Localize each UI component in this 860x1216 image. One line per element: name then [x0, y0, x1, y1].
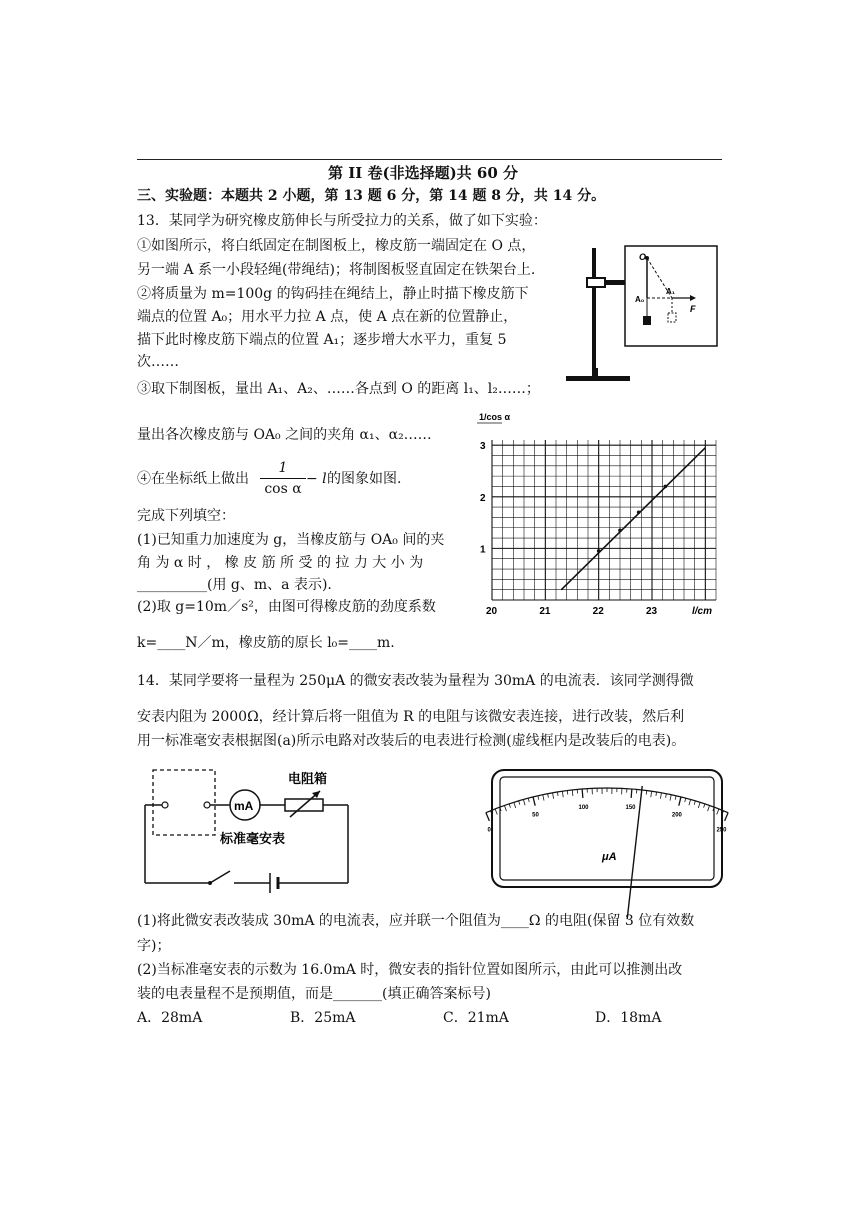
meter-scale-label: 250: [716, 827, 727, 834]
q13-line-10: ④在坐标纸上做出: [137, 471, 249, 487]
clamp: [587, 278, 605, 287]
fraction-suffix: − l: [306, 471, 327, 487]
option-a: A．28mA: [137, 1010, 203, 1026]
q14-line-2: 安表内阻为 2000Ω，经计算后将一阻值为 R 的电阻与该微安表连接，进行改装，然后利: [137, 709, 685, 725]
q13-line-15: __________(用 g、m、a 表示).: [137, 577, 332, 593]
q13-line-16: (2)取 g=10m／s²，由图可得橡皮筋的劲度系数: [137, 599, 436, 615]
q13-line-3: 另一端 A 系一小段轻绳(带绳结)；将制图板竖直固定在铁架台上.: [137, 262, 536, 278]
fraction-bar: [260, 478, 306, 479]
label-A1: A₁: [666, 287, 676, 296]
data-point: [618, 529, 622, 533]
top-rule: [137, 159, 722, 160]
standard-meter-label: 标准毫安表: [220, 831, 286, 846]
circuit-diagram: [140, 765, 355, 890]
meter-tick: [486, 813, 490, 821]
option-c: C．21mA: [443, 1010, 509, 1026]
data-point: [664, 485, 668, 489]
meter-tick: [567, 791, 568, 795]
q14-line-1: 14．某同学要将一量程为 250μA 的微安表改装为量程为 30mA 的电流表．该同学测得微: [137, 673, 694, 689]
section-title: 第 II 卷(非选择题)共 60 分: [328, 164, 518, 182]
q14-question-2a: (2)当标准毫安表的示数为 16.0mA 时，微安表的指针位置如图所示，由此可以推测出改: [137, 962, 683, 978]
q13-line-11: 的图象如图.: [327, 471, 402, 487]
meter-tick: [582, 789, 583, 798]
q13-line-4: ②将质量为 m=100g 的钩码挂在绳结上，静止时描下橡皮筋下: [137, 286, 529, 302]
milliammeter-label: mA: [234, 799, 254, 813]
q14-question-1a: (1)将此微安表改装成 30mA 的电流表，应并联一个阻值为____Ω 的电阻(保留 3 位有效数: [137, 913, 695, 929]
q13-line-13: (1)已知重力加速度为 g，当橡皮筋与 OA₀ 间的夹: [137, 532, 445, 548]
data-point: [597, 549, 601, 553]
q14-question-1b: 字)；: [137, 938, 171, 954]
option-d: D．18mA: [595, 1010, 662, 1026]
y-tick-label: 3: [480, 441, 486, 453]
terminal-left: [162, 802, 168, 808]
stand-rod: [592, 248, 596, 372]
label-A0: A₀: [635, 295, 645, 304]
graph-1-over-cos-vs-l: [470, 410, 720, 620]
meter-scale-label: 150: [625, 804, 636, 811]
q14-question-2b: 装的电表量程不是预期值，而是_______(填正确答案标号): [137, 986, 491, 1002]
q14-line-3: 用一标准毫安表根据图(a)所示电路对改装后的电表进行检测(虚线框内是改装后的电表)。: [137, 733, 686, 749]
meter-scale-label: 100: [578, 804, 589, 811]
graph-grid: [492, 440, 716, 600]
data-point: [637, 510, 641, 514]
fraction-denominator: cos α: [264, 481, 302, 497]
graph-ylabel: 1/cos α: [479, 412, 511, 422]
label-O: O: [639, 252, 647, 262]
graph-xlabel: l/cm: [692, 606, 713, 617]
meter-scale-label: 0: [487, 827, 491, 834]
resistor-box-label: 电阻箱: [288, 771, 328, 786]
meter-unit-label: μA: [602, 851, 617, 863]
x-tick-label: 23: [646, 606, 658, 617]
y-tick-label: 1: [480, 544, 486, 556]
hook-weight: [643, 316, 651, 325]
q13-line-1: 13．某同学为研究橡皮筋伸长与所受拉力的关系，做了如下实验：: [137, 213, 547, 229]
q13-line-2: ①如图所示，将白纸固定在制图板上，橡皮筋一端固定在 O 点，: [137, 238, 536, 254]
meter-tick: [725, 813, 729, 821]
q13-line-17: k=____N／m，橡皮筋的原长 l₀=____m.: [137, 635, 395, 651]
x-tick-label: 21: [539, 606, 551, 617]
meter-scale-label: 200: [671, 812, 682, 819]
q13-line-6: 描下此时橡皮筋下端点的位置 A₁；逐步增大水平力，重复 5: [137, 332, 507, 348]
label-F: F: [690, 304, 696, 314]
apparatus-figure: [560, 238, 720, 383]
microammeter-dial: [487, 768, 727, 890]
meter-tick: [646, 791, 647, 795]
meter-scale-label: 50: [532, 812, 539, 819]
x-tick-label: 22: [592, 606, 604, 617]
y-tick-label: 2: [480, 492, 486, 504]
q13-line-8: ③取下制图板，量出 A₁、A₂、……各点到 O 的距离 l₁、l₂……；: [137, 381, 540, 397]
q13-line-14: 角 为 α 时 ， 橡 皮 筋 所 受 的 拉 力 大 小 为: [137, 555, 424, 571]
q13-line-5: 端点的位置 A₀；用水平力拉 A 点，使 A 点在新的位置静止，: [137, 309, 518, 325]
q13-line-9: 量出各次橡皮筋与 OA₀ 之间的夹角 α₁、α₂……: [137, 427, 432, 443]
fraction-numerator: 1: [278, 460, 288, 476]
x-tick-label: 20: [486, 606, 498, 617]
q13-line-12: 完成下列填空：: [137, 508, 235, 524]
q13-line-7: 次……: [137, 354, 179, 370]
switch: [210, 871, 230, 883]
section-header: 三、实验题：本题共 2 小题，第 13 题 6 分，第 14 题 8 分，共 14 分。: [137, 188, 606, 204]
meter-tick: [631, 789, 632, 798]
option-b: B．25mA: [290, 1010, 356, 1026]
terminal-right: [204, 802, 210, 808]
